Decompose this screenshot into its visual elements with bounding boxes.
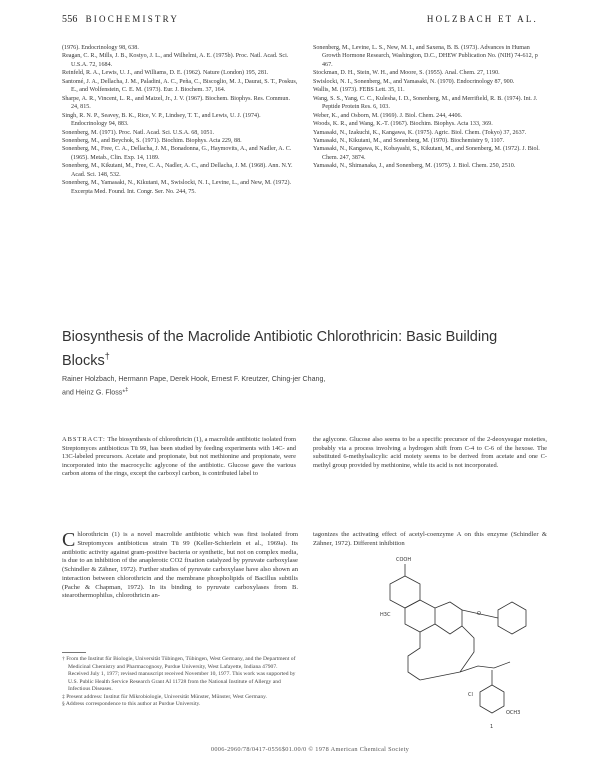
reference-entry: Yamasaki, N., Shimanaka, J., and Sonenberg, M. (1975). J. Biol. Chem. 250, 2510.	[313, 163, 516, 170]
reference-entry: Sonenberg, M., Yamasaki, N., Kikutani, M., Swislocki, N. I., Levine, L., and New, M. (1972). Excerpta Med. Found. Int. Congr. Ser. No. 244, 75.	[62, 180, 291, 195]
footnote: § Address correspondence to this author at Purdue University.	[62, 701, 201, 707]
article-title	[62, 328, 532, 371]
reference-entry: Sonenberg, M., Levine, L. S., New, M. I., and Saxena, B. B. (1973). Advances in Human Growth Hormone Research, Washington, D.C., DHEW Publication No. (NIH) 74-612, p 467.	[313, 45, 538, 68]
reference-entry: Wallis, M. (1973). FEBS Lett. 35, 11.	[313, 87, 405, 94]
author-list	[62, 374, 362, 398]
chlorothricin-structure	[350, 552, 550, 734]
footnote: † From the Institut für Biologie, Universität Tübingen, Tübingen, West Germany, and the Department of Medicinal Chemistry and Pharmacognosy, Purdue University, West Lafayette, Indiana 47907. Received July 1, 1977; revised manuscript received November 10, 1977. This work was supported by U.S. Public Health Service Research Grant AI 11728 from the National Institute of Allergy and Infectious Diseases.	[62, 656, 296, 692]
reference-entry: Yamasaki, N., Izakuchi, K., Kangawa, K. (1975). Agric. Biol. Chem. (Tokyo) 37, 2637.	[313, 129, 527, 136]
reference-entry: Sonenberg, M., Kikutani, M., Free, C. A., Nadler, A. C., and Dellacha, J. M. (1968). Ann. N.Y. Acad. Sci. 148, 532.	[62, 163, 293, 178]
structure-methyl-label: H3C	[380, 612, 391, 618]
running-head: HOLZBACH ET AL.	[426, 14, 538, 24]
references-left-column	[62, 44, 298, 196]
reference-entry: Yamasaki, N., Kikutani, M., and Sonenberg, M. (1970). Biochemistry 9, 1107.	[313, 137, 505, 144]
header-left	[62, 14, 179, 25]
structure-carboxyl-label: COOH	[396, 557, 412, 563]
authors-line-2: and Heinz G. Floss*	[62, 388, 126, 397]
macrocycle-segment	[460, 626, 474, 672]
copyright-line: 0006-2960/78/0417-0556$01.00/0 © 1978 American Chemical Society	[210, 746, 410, 753]
reference-entry: Yamasaki, N., Kangawa, K., Kobayashi, S., Kikutani, M., and Sonenberg, M. (1972). J. Biol. Chem. 247, 3874.	[313, 146, 540, 161]
reference-entry: Woods, K. R., and Wang, K.-T. (1967). Biochim. Biophys. Acta 133, 369.	[313, 121, 493, 128]
reference-entry: Weber, K., and Osborn, M. (1969). J. Biol. Chem. 244, 4406.	[313, 112, 463, 119]
reference-entry: Sonenberg, M., and Beychok, S. (1971). Biochim. Biophys. Acta 229, 88.	[62, 137, 242, 144]
reference-entry: Stockman, D. H., Stein, W. H., and Moore, S. (1955). Anal. Chem. 27, 1190.	[313, 70, 500, 77]
abstract-left	[62, 436, 296, 479]
ring-b	[405, 600, 435, 632]
structure-compound-number: 1	[490, 724, 494, 730]
reference-entry: Santomé, J. A., Dellacha, J. M., Paladini, A. C., Peña, C., Biscoglio, M. J., Daurat, S. T., Poskus, E., and Wolfenstein, C. E. M. (1973). Eur. J. Biochem. 37, 164.	[62, 78, 298, 94]
macrocycle-segment	[435, 602, 462, 634]
reference-entry: Wang, S. S., Yang, C. C., Kulesha, I. D., Sonenberg, M., and Merrifield, R. B. (1974). Int. J. Peptide Protein Res. 6, 103.	[313, 95, 538, 111]
journal-name: BIOCHEMISTRY	[85, 14, 180, 24]
footnotes	[62, 656, 298, 709]
article-title-text: Biosynthesis of the Macrolide Antibiotic Chlorothricin: Basic Building Blocks	[62, 329, 498, 369]
aromatic-ring	[480, 685, 504, 713]
reference-entry: Reagan, C. R., Mills, J. B., Kostyo, J. L., and Wilhelmi, A. E. (1975b). Proc. Natl. Acad. Sci. U.S.A. 72, 1684.	[62, 53, 289, 68]
author-footnote-mark: ‡	[125, 387, 129, 393]
body-text-left	[62, 531, 298, 601]
title-footnote-mark: †	[104, 351, 110, 361]
structure-chlorine-label: Cl	[468, 692, 473, 698]
running-header	[62, 14, 538, 30]
structure-oxygen-label: O	[477, 611, 481, 617]
abstract-label: ABSTRACT:	[62, 436, 106, 443]
structure-methoxy-label: OCH3	[506, 710, 521, 716]
body-paragraph: hlorothricin (1) is a novel macrolide antibiotic which was first isolated from Streptomyces antibioticus strain Tü 99 (Keller-Schierlein et al., 1969a). Its antibiotic activity against gram-positive bacteria or synthetic, but not on complex media, is due to an inhibition of the anaplerotic CO2 fixation catalyzed by pyruvate carboxylase (Schindler & Zähner, 1972). Further studies of pyruvate carboxylase have also shown an interaction between chlorothricin and the membrane phospholipids of Bacillus subtilis (Pache & Chapman, 1972). In its binding to pyruvate carboxylases from B. stearothermophilus, chlorothricin an-	[62, 531, 298, 600]
reference-entry: Swislocki, N. I., Sonenberg, M., and Yamasaki, N. (1970). Endocrinology 87, 900.	[313, 78, 515, 85]
reference-entry: Sonenberg, M., Free, C. A., Dellacha, J. M., Bonadonna, G., Haymovits, A., and Nadler, A. C. (1965). Metab., Clin. Exp. 14, 1189.	[62, 146, 292, 161]
reference-entry: (1976). Endocrinology 98, 638.	[62, 45, 139, 51]
references-right-column	[313, 44, 547, 171]
sugar-ring	[498, 602, 526, 634]
abstract-right	[313, 436, 547, 470]
reference-entry: Sharpe, A. R., Vincent, L. R., and Maizel, Jr., J. V. (1967). Biochem. Biophys. Res. Commun. 24, 815.	[62, 95, 290, 111]
abstract-text-left: The biosynthesis of chlorothricin (1), a macrolide antibiotic isolated from Streptomyces antibioticus Tü 99, has been studied by feeding experiments with 14C- and 13C-labeled precursors. Acetate and propionate, but not methionine and propionate, were incorporated into the macrocyclic aglycone of the antibiotic. Glucose gave the various carbon atoms of the rings, except the carboxyl carbon, is contributed label to	[62, 436, 297, 478]
reference-entry: Reinfeld, R. A., Lewis, U. J., and Williams, D. E. (1962). Nature (London) 195, 281.	[62, 70, 269, 77]
macrocycle-segment	[408, 632, 420, 680]
footnote-divider	[62, 652, 86, 653]
abstract-text-right: the aglycone. Glucose also seems to be a specific precursor of the 2-deoxysugar moieties, probably via a process involving a hydrogen shift from C-4 to C-6 of the hexose. The substituted 6-methylsalicylic acid moiety seems to be derived from acetate and one C-methyl group provided by methionine, while its acid is not incorporated.	[313, 436, 547, 469]
body-paragraph: tagonizes the activating effect of acetyl-coenzyme A on this enzyme (Schindler & Zähner, 1972). Different inhibition	[313, 531, 547, 547]
footnote: ‡ Present address: Institut für Mikrobiologie, Universität Münster, Münster, West Germany.	[62, 693, 267, 700]
drop-cap: C	[62, 529, 76, 551]
reference-entry: Sonenberg, M. (1971). Proc. Natl. Acad. Sci. U.S.A. 68, 1051.	[62, 129, 215, 136]
authors-line-1: Rainer Holzbach, Hermann Pape, Derek Hook, Ernest F. Kreutzer, Ching-jer Chang,	[62, 375, 326, 383]
page-number: 556	[62, 14, 78, 25]
ring-a	[390, 576, 420, 608]
reference-entry: Singh, R. N. P., Seavey, B. K., Rice, V. P., Lindsey, T. T., and Lewis, U. J. (1974). Endocrinology 94, 883.	[62, 112, 261, 128]
body-text-right	[313, 531, 547, 549]
